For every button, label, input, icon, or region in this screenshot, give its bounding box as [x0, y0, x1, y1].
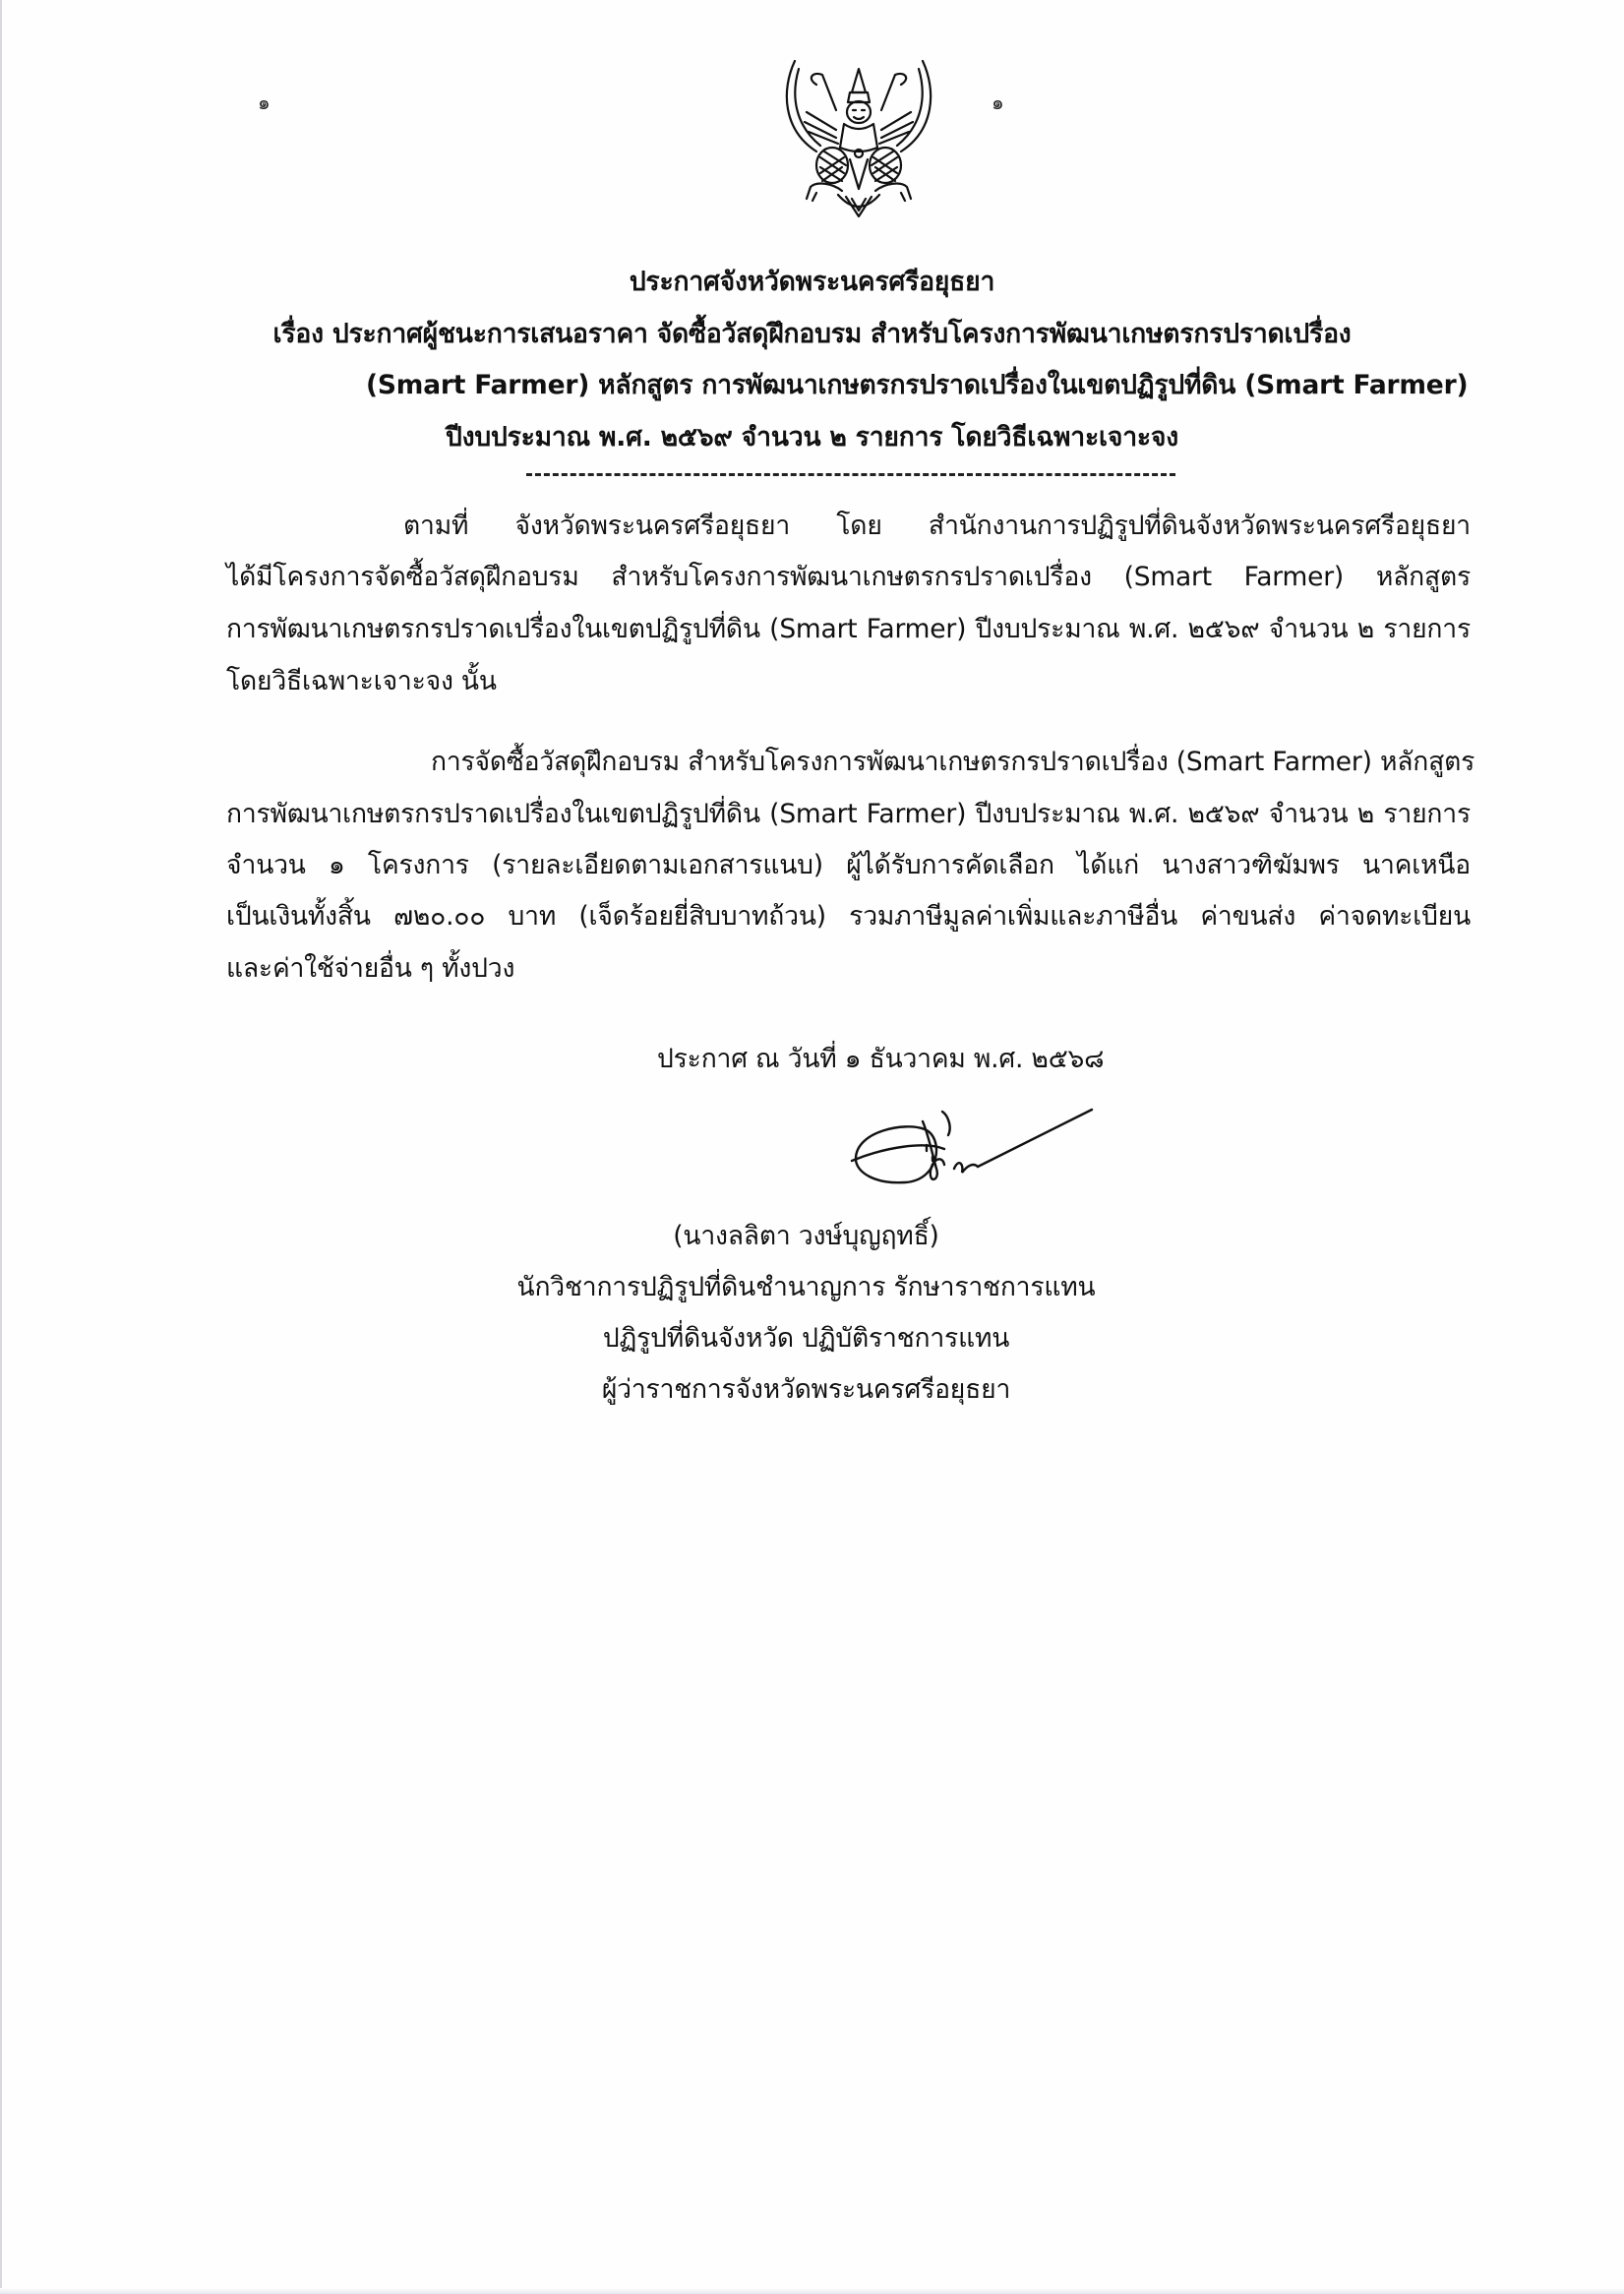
- signer-title-3: ผู้ว่าราชการจังหวัดพระนครศรีอยุธยา: [601, 1374, 1011, 1405]
- signer-name: (นางลลิตา วงษ์บุญฤทธิ์): [673, 1221, 939, 1251]
- signer-title-2: ปฏิรูปที่ดินจังหวัด ปฏิบัติราชการแทน: [602, 1323, 1010, 1354]
- subject-line-1: เรื่อง ประกาศผู้ชนะการเสนอราคา จัดซื้อวัสดุฝึกอบรม สำหรับโครงการพัฒนาเกษตรกรปราดเปรื่อง: [272, 319, 1352, 349]
- signer-title-1: นักวิชาการปฏิรูปที่ดินชำนาญการ รักษาราชการแทน: [516, 1272, 1096, 1302]
- paragraph2-line-3: จำนวน ๑ โครงการ (รายละเอียดตามเอกสารแนบ) ผู้ได้รับการคัดเลือก ได้แก่ นางสาวฑิฆัมพร นาคเหนือ: [226, 850, 1471, 880]
- paragraph1-line-3: การพัฒนาเกษตรกรปราดเปรื่องในเขตปฏิรูปที่ดิน (Smart Farmer) ปีงบประมาณ พ.ศ. ๒๕๖๙ จำนวน ๒ รายการ: [226, 614, 1471, 644]
- subject-line-2: (Smart Farmer) หลักสูตร การพัฒนาเกษตรกรปราดเปรื่องในเขตปฏิรูปที่ดิน (Smart Farmer): [366, 370, 1469, 400]
- paragraph2-line-4: เป็นเงินทั้งสิ้น ๗๒๐.๐๐ บาท (เจ็ดร้อยยี่สิบบาทถ้วน) รวมภาษีมูลค่าเพิ่มและภาษีอื่น ค่าขนส่ง ค่าจดทะเบียน: [226, 901, 1471, 932]
- paragraph2-line-5: และค่าใช้จ่ายอื่น ๆ ทั้งปวง: [226, 953, 515, 984]
- subject-line-3: ปีงบประมาณ พ.ศ. ๒๕๖๙ จำนวน ๒ รายการ โดยวิธีเฉพาะเจาะจง: [445, 422, 1178, 453]
- announcement-title: ประกาศจังหวัดพระนครศรีอยุธยา: [629, 267, 995, 297]
- paragraph2-line-2: การพัฒนาเกษตรกรปราดเปรื่องในเขตปฏิรูปที่ดิน (Smart Farmer) ปีงบประมาณ พ.ศ. ๒๕๖๙ จำนวน ๒ รายการ: [226, 799, 1471, 829]
- scan-edge-bottom: [0, 2288, 1624, 2294]
- separator-line: [526, 473, 1175, 476]
- paragraph1-line-4: โดยวิธีเฉพาะเจาะจง นั้น: [226, 666, 497, 696]
- garuda-emblem-icon: [777, 51, 940, 218]
- page-mark-left: ๑: [258, 91, 271, 114]
- page-mark-right: ๑: [992, 91, 1004, 114]
- paragraph2-line-1: การจัดซื้อวัสดุฝึกอบรม สำหรับโครงการพัฒนาเกษตรกรปราดเปรื่อง (Smart Farmer) หลักสูตร: [431, 747, 1475, 777]
- signature-icon: [846, 1102, 1112, 1200]
- paragraph1-line-1: ตามที่ จังหวัดพระนครศรีอยุธยา โดย สำนักงานการปฏิรูปที่ดินจังหวัดพระนครศรีอยุธยา: [403, 511, 1471, 541]
- paragraph1-line-2: ได้มีโครงการจัดซื้อวัสดุฝึกอบรม สำหรับโครงการพัฒนาเกษตรกรปราดเปรื่อง (Smart Farmer) หลักสูตร: [226, 562, 1471, 592]
- announce-date: ประกาศ ณ วันที่ ๑ ธันวาคม พ.ศ. ๒๕๖๘: [657, 1044, 1105, 1074]
